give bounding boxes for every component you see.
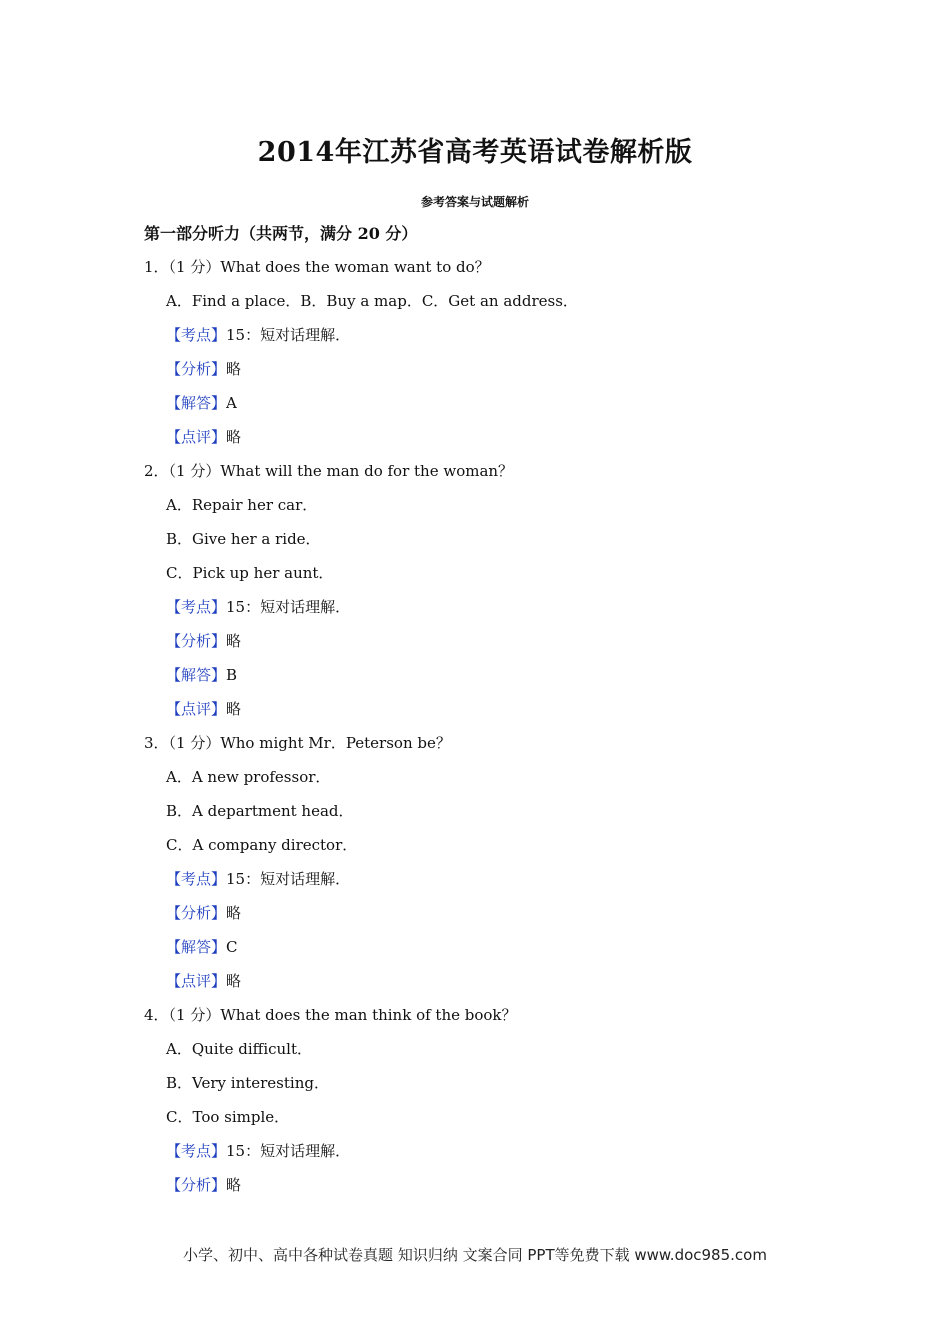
document-title: 2014年江苏省高考英语试卷解析版 (257, 137, 693, 168)
kaodian-text: 15：短对话理解． (226, 326, 351, 344)
option-a: A．A new professor． (166, 768, 331, 786)
dianping-row (144, 692, 824, 726)
kaodian-text: 15：短对话理解． (226, 598, 351, 616)
fenxi-tag: 【分析】 (166, 1176, 227, 1194)
kaodian-row (144, 862, 824, 896)
fenxi-tag: 【分析】 (166, 360, 227, 378)
dianping-tag: 【点评】 (166, 700, 227, 718)
jieda-row (144, 386, 824, 420)
section-heading: 第一部分听力（共两节，满分 20 分） (144, 224, 418, 243)
jieda-text: C (226, 938, 238, 956)
question-stem: 1．（1 分）What does the woman want to do？ (144, 258, 490, 276)
jieda-tag: 【解答】 (166, 938, 227, 956)
option-b: B．Very interesting． (166, 1074, 329, 1092)
option-b: B．A department head． (166, 802, 354, 820)
question-options: A．Find a place．B．Buy a map．C．Get an address． (166, 292, 578, 310)
fenxi-text: 略 (226, 904, 242, 922)
question-list (144, 250, 824, 1202)
kaodian-text: 15：短对话理解． (226, 870, 351, 888)
fenxi-text: 略 (226, 360, 242, 378)
jieda-tag: 【解答】 (166, 666, 227, 684)
dianping-text: 略 (226, 428, 242, 446)
dianping-tag: 【点评】 (166, 972, 227, 990)
kaodian-tag: 【考点】 (166, 1142, 227, 1160)
option-c: C．Pick up her aunt． (166, 564, 334, 582)
document-subtitle: 参考答案与试题解析 (420, 195, 529, 209)
kaodian-text: 15：短对话理解． (226, 1142, 351, 1160)
kaodian-tag: 【考点】 (166, 598, 227, 616)
fenxi-text: 略 (226, 632, 242, 650)
option-c: C．Too simple． (166, 1108, 290, 1126)
fenxi-tag: 【分析】 (166, 904, 227, 922)
question-stem: 2．（1 分）What will the man do for the woman？ (144, 462, 514, 480)
fenxi-row (144, 352, 824, 386)
option-a: A．Repair her car． (166, 496, 318, 514)
kaodian-tag: 【考点】 (166, 326, 227, 344)
fenxi-tag: 【分析】 (166, 632, 227, 650)
footer-banner: 小学、初中、高中各种试卷真题 知识归纳 文案合同 PPT等免费下载 www.doc985.com (183, 1246, 767, 1264)
jieda-tag: 【解答】 (166, 394, 227, 412)
question-stem: 4．（1 分）What does the man think of the book？ (144, 1006, 517, 1024)
option-a: A．Quite difficult． (166, 1040, 313, 1058)
kaodian-row (144, 1134, 824, 1168)
jieda-row (144, 930, 824, 964)
jieda-text: A (226, 394, 237, 412)
dianping-tag: 【点评】 (166, 428, 227, 446)
fenxi-text: 略 (226, 1176, 242, 1194)
kaodian-row (144, 590, 824, 624)
option-c: C．A company director． (166, 836, 358, 854)
dianping-row (144, 420, 824, 454)
fenxi-row (144, 1168, 824, 1202)
dianping-text: 略 (226, 700, 242, 718)
option-b: B．Give her a ride． (166, 530, 321, 548)
kaodian-row (144, 318, 824, 352)
question-stem: 3．（1 分）Who might Mr．Peterson be？ (144, 734, 451, 752)
jieda-text: B (226, 666, 238, 684)
jieda-row (144, 658, 824, 692)
fenxi-row (144, 896, 824, 930)
dianping-text: 略 (226, 972, 242, 990)
kaodian-tag: 【考点】 (166, 870, 227, 888)
dianping-row (144, 964, 824, 998)
fenxi-row (144, 624, 824, 658)
